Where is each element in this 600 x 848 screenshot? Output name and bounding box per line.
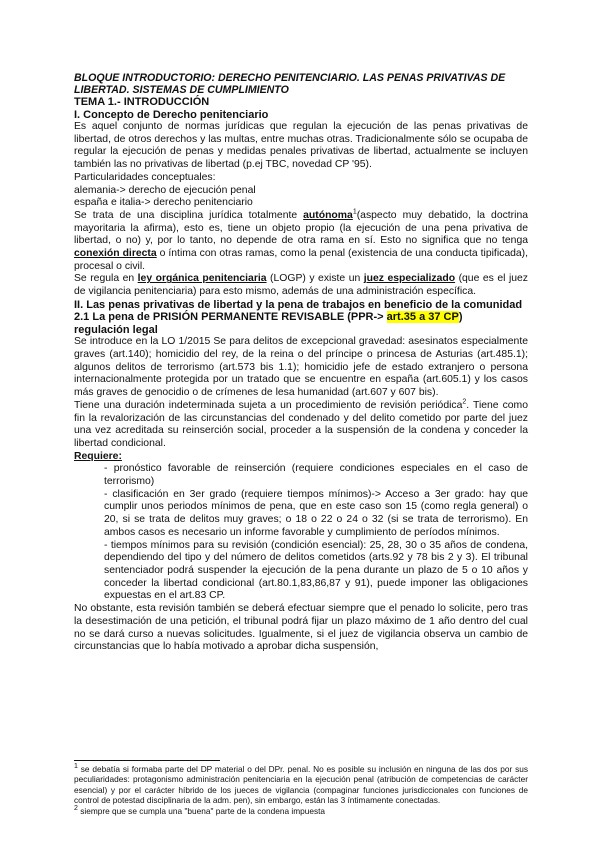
subsection-2-1-heading	[74, 311, 528, 324]
footnote-1-text: se debatía si formaba parte del DP material o del DPr. penal. No es posible su inclusión en ninguna de las dos por sus peculiaridades: protagonismo administración penitenciaria en la ejecución penal (atribución de competencias de carácter esencial) y por el carácter híbrido de los jueces de vigilancia (compaginar funciones jurisdiccionales con funciones de control de potestad disciplinaria de la adm. pen), sin embargo, están las 3 íntimamente conectadas.	[74, 764, 528, 806]
footnote-1-number: 1	[74, 763, 78, 771]
juez-term: juez especializado	[363, 273, 456, 285]
particularidades-label: Particularidades conceptuales:	[74, 171, 216, 183]
list-item: - tiempos mínimos para su revisión (condición esencial): 25, 28, 30 o 35 años de condena, dependiendo del tipo y del número de delitos cometidos (arts.92 y 78 bis 2 y 3). El tribunal sentenciador podrá suspender la ejecución de la pena durante un plazo de 5 o 10 años y conceder la libertad condicional (art.80.1,83,86,87 y 91), puede imponer las obligaciones expuestas en el art.83 CP.	[104, 539, 528, 602]
paragraph-2	[74, 210, 528, 274]
list-item: - clasificación en 3er grado (requiere tiempos mínimos)-> Acceso a 3er grado: hay que cumplir unos periodos mínimos de pena, que en este caso son 15 (como regla general) o 20, si se trata de delitos muy graves; o 18 o 22 o 24 o 32 (si se trata de terrorismo). En ambos casos es necesario un informe favorable y cumplimiento de períodos mínimos.	[104, 488, 528, 538]
sub21-text-a: 2.1 La pena de PRISIÓN PERMANENTE REVISABLE (PPR->	[74, 311, 387, 324]
document-page	[74, 72, 528, 654]
highlighted-article-ref: art.35 a 37 CP	[386, 311, 459, 324]
ley-term: ley orgánica penitenciaria	[137, 273, 267, 285]
sub21-text-b: )	[458, 311, 463, 324]
document-title: BLOQUE INTRODUCTORIO: DERECHO PENITENCIARIO. LAS PENAS PRIVATIVAS DE LIBERTAD. SISTEMAS DE CUMPLIMIENTO	[74, 72, 506, 96]
p3-text-b: (LOGP) y existe un	[266, 273, 364, 285]
p5-text-a: Tiene una duración indeterminada sujeta a un procedimiento de revisión periódica	[74, 399, 463, 411]
p3-text-c: (que es el juez de vigilancia penitenciaria) para esto mismo, además de una administración específica.	[74, 273, 529, 298]
footnotes	[74, 764, 528, 816]
footnote-2	[74, 806, 528, 816]
p5-text-b: . Tiene como fin la revalorización de las circunstancias del condenado y del delito cometido por parte del juez una vez acreditada su reinserción social, proceder a la suspensión de la condena y conceder la libertad condicional.	[74, 399, 528, 449]
p2-text-c: o íntima con otras ramas, como la penal (existencia de una conducta tipificada), procesal o civil.	[74, 248, 529, 272]
alemania-line: alemania-> derecho de ejecución penal	[74, 184, 256, 196]
paragraph-3	[74, 273, 528, 298]
section-1-heading: I. Concepto de Derecho penitenciario	[74, 108, 269, 121]
footnote-ref-1[interactable]: 1	[352, 208, 357, 216]
p3-text-a: Se regula en	[74, 273, 138, 285]
paragraph-6: No obstante, esta revisión también se deberá efectuar siempre que el penado lo solicite, pero tras la desestimación de una petición, el tribunal podrá fijar un plazo máximo de 1 año dentro del cual no se dará curso a nuevas solicitudes. Igualmente, si el juez de vigilancia observa un cambio de circunstancias que lo había motivado a aprobar dicha suspensión,	[74, 603, 528, 653]
espana-line: españa e italia-> derecho penitenciario	[74, 197, 253, 209]
p2-text-b: (aspecto muy debatido, la doctrina mayoritaria la afirma), esto es, tiene un objeto propio (la ejecución de una pena privativa de libertad, o no) y, por lo tanto, no depende de otra rama en sí. Esto no significa que no tenga	[74, 209, 529, 247]
list-item: - pronóstico favorable de reinserción (requiere condiciones especiales en el caso de terrorismo)	[104, 463, 528, 488]
p2-text-a: Se trata de una disciplina jurídica totalmente	[74, 209, 304, 221]
footnote-divider	[74, 760, 220, 761]
footnote-2-number: 2	[74, 804, 78, 812]
conexion-term: conexión directa	[74, 248, 157, 260]
autonoma-term: autónoma	[303, 209, 353, 221]
requiere-heading: Requiere:	[74, 450, 122, 462]
paragraph-1: Es aquel conjunto de normas jurídicas que regulan la ejecución de las penas privativas de libertad, de otros derechos y las multas, entre muchas otras. Tradicionalmente sólo se ocupaba de regular la ejecución de penas y medidas penales privativas de libertad, actualmente se incluyen también las no privativas de libertad (p.ej TBC, novedad CP '95).	[74, 121, 528, 171]
paragraph-4: Se introduce en la LO 1/2015 Se para delitos de excepcional gravedad: asesinatos especialmente graves (art.140); homicidio del rey, de la reina o del príncipe o princesa de Asturias (art.485.1); algunos delitos de terrorismo (art.573 bis 1.1); homicidio jefe de estado extranjero o persona internacionalmente protegida por un tratado que se encuentre en españa (art.605.1) y los casos más graves de genocidio o de crímenes de lesa humanidad (art.607 y 607 bis).	[74, 336, 528, 399]
footnote-2-text: siempre que se cumpla una "buena" parte de la condena impuesta	[77, 805, 326, 816]
paragraph-5	[74, 400, 528, 451]
section-2-heading: II. Las penas privativas de libertad y la pena de trabajos en beneficio de la comunidad	[74, 298, 523, 311]
footnote-1	[74, 764, 528, 806]
regulacion-heading: regulación legal	[74, 323, 158, 336]
tema-heading: TEMA 1.- INTRODUCCIÓN	[74, 96, 210, 108]
footnote-ref-2[interactable]: 2	[462, 398, 467, 406]
